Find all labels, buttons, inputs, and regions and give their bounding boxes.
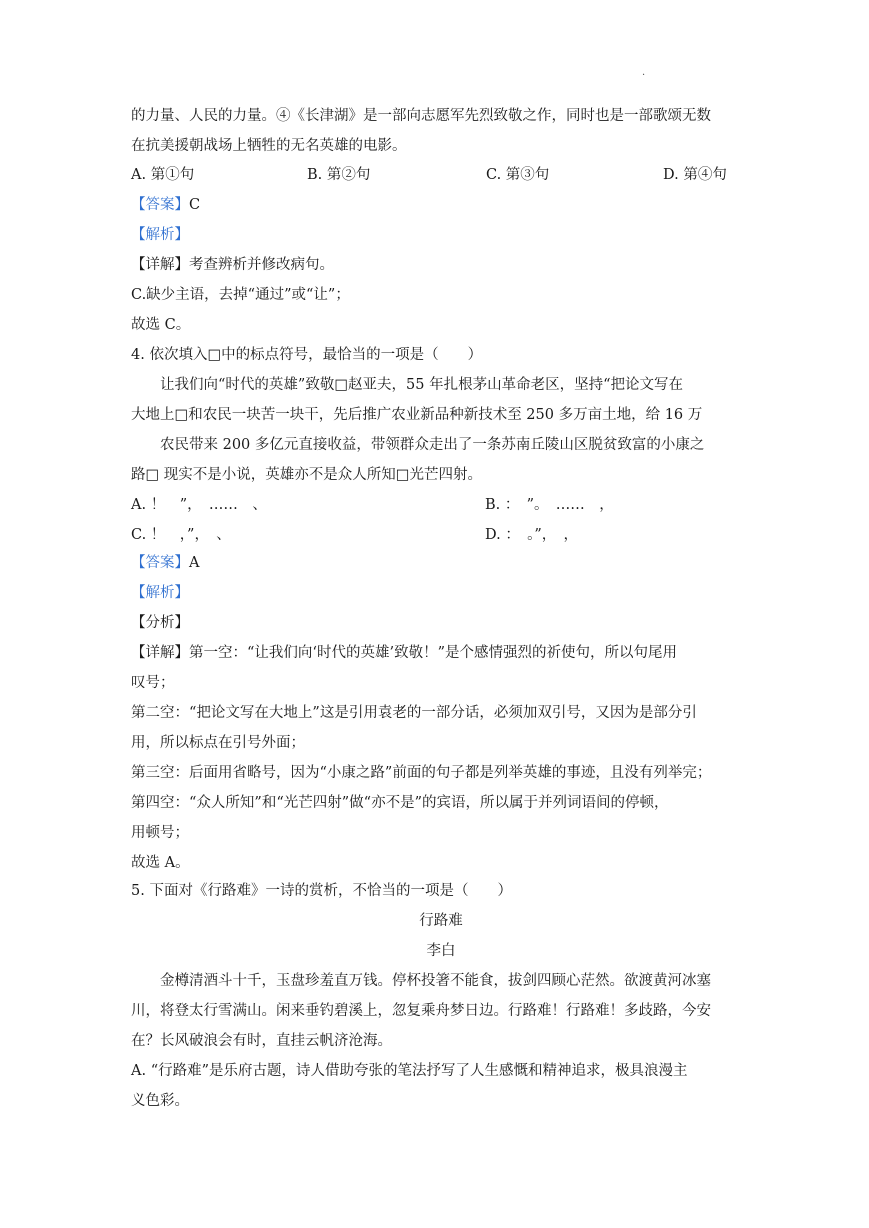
q5-option-a-line-1: A. “行路难”是乐府古题，诗人借助夸张的笔法抒写了人生感慨和精神追求，极具浪漫主 <box>131 1063 688 1079</box>
q5-poem-title: 行路难 <box>419 913 463 929</box>
q3-answer <box>131 195 751 215</box>
q5-stem: 5. 下面对《行路难》一诗的赏析，不恰当的一项是（ ） <box>131 883 512 899</box>
q4-passage-line-2: 大地上□和农民一块苦一块干，先后推广农业新品种新技术至 250 多万亩土地，给 16 万 <box>131 407 703 423</box>
q5-poem-line-2: 川，将登太行雪满山。闲来垂钓碧溪上，忽复乘舟梦日边。行路难！行路难！多歧路，今安 <box>131 1003 711 1019</box>
q5-option-a-line-2: 义色彩。 <box>131 1093 189 1109</box>
q3-option-a: A. 第①句 <box>131 167 195 183</box>
q4-explain-line-7: 用顿号； <box>131 825 189 841</box>
q4-explain-line-8: 故选 A。 <box>131 855 190 871</box>
q4-analysis-label: 【解析】 <box>131 585 189 601</box>
q3-answer-value: C <box>189 197 201 213</box>
q4-answer <box>131 553 751 573</box>
q5-poem-line-3: 在？长风破浪会有时，直挂云帆济沧海。 <box>131 1033 392 1049</box>
q3-option-c: C. 第③句 <box>486 167 550 183</box>
q3-explain: C.缺少主语，去掉“通过”或“让”； <box>131 287 350 303</box>
q3-analysis-label: 【解析】 <box>131 227 189 243</box>
q4-answer-label: 【答案】 <box>131 555 189 571</box>
q4-explain-line-2: 叹号； <box>131 675 175 691</box>
page-dot: · <box>642 70 646 81</box>
q3-continuation-line-1: 的力量、人民的力量。④《长津湖》是一部向志愿军先烈致敬之作，同时也是一部歌颂无数 <box>131 108 711 124</box>
q5-poem-author: 李白 <box>426 943 456 959</box>
q3-answer-label: 【答案】 <box>131 197 189 213</box>
q3-option-d: D. 第④句 <box>663 167 727 183</box>
q4-answer-value: A <box>189 555 200 571</box>
q4-stem: 4. 依次填入□中的标点符号，最恰当的一项是（ ） <box>131 347 483 363</box>
q5-poem-line-1: 金樽清酒斗十千，玉盘珍羞直万钱。停杯投箸不能食，拔剑四顾心茫然。欲渡黄河冰塞 <box>131 973 711 989</box>
q4-explain-line-6: 第四空：“众人所知”和“光芒四射”做“亦不是”的宾语，所以属于并列词语间的停顿， <box>131 795 669 811</box>
q3-choose: 故选 C。 <box>131 317 191 333</box>
q4-explain-line-1: 【详解】第一空：“让我们向‘时代的英雄’致敬！”是个感情强烈的祈使句，所以句尾用 <box>131 645 678 661</box>
q4-explain-line-3: 第二空：“把论文写在大地上”这是引用袁老的一部分话，必须加双引号，又因为是部分引 <box>131 705 697 721</box>
q4-option-c: C. ！ ，”， 、 <box>131 527 231 543</box>
q4-fenxi-label: 【分析】 <box>131 615 189 631</box>
q4-option-b: B. ： ”。 …… ， <box>485 497 614 513</box>
q4-explain-line-5: 第三空：后面用省略号，因为“小康之路”前面的句子都是列举英雄的事迹，且没有列举完； <box>131 765 712 781</box>
q3-detail: 【详解】考查辨析并修改病句。 <box>131 257 334 273</box>
q3-continuation-line-2: 在抗美援朝战场上牺牲的无名英雄的电影。 <box>131 138 407 154</box>
q3-option-b: B. 第②句 <box>307 167 371 183</box>
q4-option-a: A. ！ ”， …… 、 <box>131 497 267 513</box>
q4-explain-line-4: 用，所以标点在引号外面； <box>131 735 305 751</box>
q4-option-d: D. ： 。”， ， <box>485 527 578 543</box>
q4-passage-line-1: 让我们向“时代的英雄”致敬□赵亚夫，55 年扎根茅山革命老区，坚持“把论文写在 <box>131 377 683 393</box>
q4-passage-line-3: 农民带来 200 多亿元直接收益，带领群众走出了一条苏南丘陵山区脱贫致富的小康之 <box>131 437 705 453</box>
q4-passage-line-4: 路□ 现实不是小说，英雄亦不是众人所知□光芒四射。 <box>131 467 483 483</box>
